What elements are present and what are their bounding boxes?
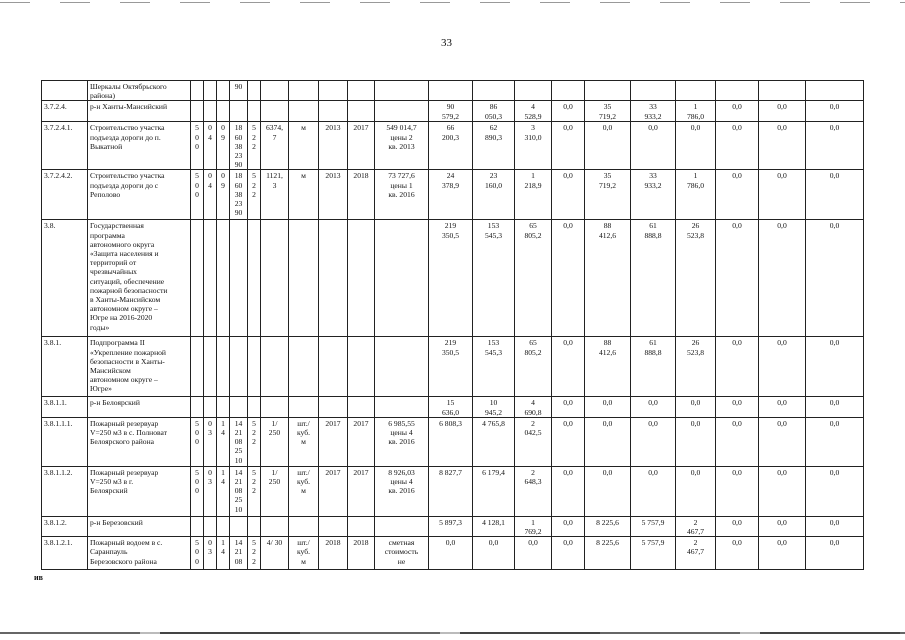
table-cell bbox=[375, 397, 429, 417]
row-name-cell: Подпрограмма II «Укрепление пожарной безопасности в Ханты- Мансийском автономном округе – Югре» bbox=[88, 337, 191, 397]
table-cell: 61 888,8 bbox=[631, 337, 676, 397]
table-cell bbox=[230, 516, 248, 536]
table-cell: 0,0 bbox=[552, 397, 585, 417]
table-row bbox=[42, 417, 864, 466]
table-cell bbox=[319, 220, 348, 337]
table-cell: 35 719,2 bbox=[585, 170, 631, 220]
table-cell: 2018 bbox=[319, 537, 348, 570]
table-cell bbox=[348, 101, 375, 122]
table-cell bbox=[261, 81, 289, 101]
table-cell bbox=[806, 81, 864, 101]
table-cell: 8 926,03 цены 4 кв. 2016 bbox=[375, 466, 429, 516]
table-cell bbox=[289, 81, 319, 101]
table-cell: 0,0 bbox=[585, 466, 631, 516]
row-code-cell: 3.7.2.4.1. bbox=[42, 122, 88, 170]
row-code-cell: 3.8.1. bbox=[42, 337, 88, 397]
row-code-cell: 3.7.2.4. bbox=[42, 101, 88, 122]
table-cell bbox=[473, 81, 515, 101]
table-cell: 2 042,5 bbox=[515, 417, 552, 466]
table-cell: 26 523,8 bbox=[676, 337, 716, 397]
row-code-cell: 3.7.2.4.2. bbox=[42, 170, 88, 220]
table-cell bbox=[515, 81, 552, 101]
table-cell: 153 545,3 bbox=[473, 220, 515, 337]
table-cell: 5 2 2 bbox=[248, 537, 261, 570]
table-cell bbox=[261, 516, 289, 536]
table-cell: 0,0 bbox=[676, 466, 716, 516]
table-cell: 6 985,55 цены 4 кв. 2016 bbox=[375, 417, 429, 466]
table-row bbox=[42, 466, 864, 516]
row-code-cell: 3.8.1.1. bbox=[42, 397, 88, 417]
table-cell: 0,0 bbox=[759, 397, 806, 417]
table-cell: 90 579,2 bbox=[429, 101, 473, 122]
table-cell bbox=[248, 220, 261, 337]
table-cell bbox=[261, 101, 289, 122]
table-cell: 0,0 bbox=[759, 417, 806, 466]
table-cell: 65 805,2 bbox=[515, 220, 552, 337]
table-cell: 33 933,2 bbox=[631, 101, 676, 122]
table-cell bbox=[375, 81, 429, 101]
table-cell bbox=[248, 81, 261, 101]
table-cell: 0,0 bbox=[806, 170, 864, 220]
table-cell: 6 179,4 bbox=[473, 466, 515, 516]
table-cell: 0,0 bbox=[716, 122, 759, 170]
scan-edge-top bbox=[0, 2, 905, 3]
table-cell bbox=[375, 516, 429, 536]
table-cell: м bbox=[289, 170, 319, 220]
table-cell bbox=[248, 101, 261, 122]
budget-table bbox=[41, 80, 864, 570]
table-cell bbox=[319, 81, 348, 101]
table-cell bbox=[230, 337, 248, 397]
table-cell bbox=[204, 516, 217, 536]
table-cell bbox=[261, 337, 289, 397]
row-name-cell: р-н Белоярский bbox=[88, 397, 191, 417]
table-row bbox=[42, 220, 864, 337]
table-cell: 0,0 bbox=[716, 101, 759, 122]
table-cell: 18 60 38 23 90 bbox=[230, 170, 248, 220]
table-cell: 8 225,6 bbox=[585, 537, 631, 570]
table-cell: 4 765,8 bbox=[473, 417, 515, 466]
row-name-cell: Государственная программа автономного округа «Защита населения и территорий от чрезвычайных ситуаций, обеспечение пожарной безопасности в Ханты-Мансийском автономном округе – Югре на 2016-2020 годы» bbox=[88, 220, 191, 337]
table-cell: сметная стоимость не bbox=[375, 537, 429, 570]
table-cell bbox=[289, 397, 319, 417]
row-code-cell: 3.8.1.2. bbox=[42, 516, 88, 536]
table-cell: 5 0 0 bbox=[191, 122, 204, 170]
row-code-cell: 3.8. bbox=[42, 220, 88, 337]
table-cell: 5 2 2 bbox=[248, 170, 261, 220]
table-cell: 0,0 bbox=[759, 170, 806, 220]
table-cell: 8 827,7 bbox=[429, 466, 473, 516]
row-code-cell: 3.8.1.1.2. bbox=[42, 466, 88, 516]
table-cell bbox=[217, 516, 230, 536]
table-cell: 0,0 bbox=[585, 397, 631, 417]
table-cell: 5 0 0 bbox=[191, 170, 204, 220]
table-cell bbox=[217, 397, 230, 417]
table-cell bbox=[261, 397, 289, 417]
table-cell bbox=[230, 397, 248, 417]
table-cell: 3 310,0 bbox=[515, 122, 552, 170]
table-row bbox=[42, 170, 864, 220]
page-number: 33 bbox=[441, 37, 452, 49]
table-cell: 88 412,6 bbox=[585, 337, 631, 397]
table-cell bbox=[191, 220, 204, 337]
table-cell: 0,0 bbox=[631, 397, 676, 417]
table-cell: 5 757,9 bbox=[631, 537, 676, 570]
table-cell: 0,0 bbox=[806, 220, 864, 337]
table-cell bbox=[289, 220, 319, 337]
table-cell bbox=[429, 81, 473, 101]
table-cell: 1 786,0 bbox=[676, 101, 716, 122]
table-cell: 2017 bbox=[319, 466, 348, 516]
row-code-cell: 3.8.1.2.1. bbox=[42, 537, 88, 570]
table-cell bbox=[348, 81, 375, 101]
table-cell: 1 4 bbox=[217, 537, 230, 570]
row-name-cell: Пожарный водоем в с. Саранпауль Березовского района bbox=[88, 537, 191, 570]
table-cell: 65 805,2 bbox=[515, 337, 552, 397]
table-cell: 0,0 bbox=[552, 337, 585, 397]
table-cell: 62 890,3 bbox=[473, 122, 515, 170]
table-cell: 0,0 bbox=[759, 337, 806, 397]
table-cell bbox=[348, 220, 375, 337]
table-row bbox=[42, 516, 864, 536]
table-cell: 18 60 38 23 90 bbox=[230, 122, 248, 170]
table-cell: 1121, 3 bbox=[261, 170, 289, 220]
table-cell bbox=[716, 81, 759, 101]
table-cell: 0,0 bbox=[676, 417, 716, 466]
table-cell bbox=[375, 101, 429, 122]
table-cell bbox=[230, 220, 248, 337]
table-cell bbox=[248, 516, 261, 536]
table-cell: 2017 bbox=[348, 417, 375, 466]
table-cell: 0 4 bbox=[204, 122, 217, 170]
table-cell: 0,0 bbox=[552, 516, 585, 536]
table-cell: шт./ куб. м bbox=[289, 466, 319, 516]
table-cell bbox=[191, 397, 204, 417]
table-cell bbox=[759, 81, 806, 101]
table-cell bbox=[289, 101, 319, 122]
table-cell: 23 160,0 bbox=[473, 170, 515, 220]
table-cell: 0,0 bbox=[806, 337, 864, 397]
table-cell bbox=[375, 220, 429, 337]
table-cell: 0 3 bbox=[204, 466, 217, 516]
table-cell: 219 350,5 bbox=[429, 337, 473, 397]
table-cell bbox=[191, 101, 204, 122]
table-cell: 219 350,5 bbox=[429, 220, 473, 337]
table-cell: 2 467,7 bbox=[676, 516, 716, 536]
row-name-cell: Строительство участка подъезда дороги до п. Выкатной bbox=[88, 122, 191, 170]
table-cell: 5 0 0 bbox=[191, 537, 204, 570]
table-cell: 0,0 bbox=[716, 516, 759, 536]
row-code-cell bbox=[42, 81, 88, 101]
table-row bbox=[42, 397, 864, 417]
row-name-cell: Пожарный резервуар V=250 м3 в с. Полноват Белоярского района bbox=[88, 417, 191, 466]
table-cell bbox=[204, 397, 217, 417]
table-cell: 0,0 bbox=[585, 417, 631, 466]
table-cell: 35 719,2 bbox=[585, 101, 631, 122]
table-cell: 86 050,3 bbox=[473, 101, 515, 122]
table-cell: 0,0 bbox=[716, 537, 759, 570]
table-cell: 5 2 2 bbox=[248, 122, 261, 170]
table-cell: 0,0 bbox=[806, 101, 864, 122]
table-cell: 4 528,9 bbox=[515, 101, 552, 122]
table-cell: шт./ куб. м bbox=[289, 537, 319, 570]
table-cell: 0,0 bbox=[806, 537, 864, 570]
table-cell: 0,0 bbox=[676, 122, 716, 170]
table-cell: 0,0 bbox=[552, 101, 585, 122]
table-cell: 8 225,6 bbox=[585, 516, 631, 536]
table-cell: 0 3 bbox=[204, 537, 217, 570]
table-row bbox=[42, 81, 864, 101]
table-cell: 90 bbox=[230, 81, 248, 101]
table-cell: 0,0 bbox=[806, 516, 864, 536]
table-cell: 15 636,0 bbox=[429, 397, 473, 417]
table-row bbox=[42, 101, 864, 122]
table-cell bbox=[204, 220, 217, 337]
table-cell: 0,0 bbox=[716, 397, 759, 417]
table-cell: 14 21 08 bbox=[230, 537, 248, 570]
table-cell: 2017 bbox=[348, 466, 375, 516]
table-cell: 14 21 08 25 10 bbox=[230, 417, 248, 466]
table-cell: 0,0 bbox=[631, 466, 676, 516]
table-cell bbox=[319, 101, 348, 122]
table-cell bbox=[348, 516, 375, 536]
table-cell: 1 786,0 bbox=[676, 170, 716, 220]
table-cell: 5 0 0 bbox=[191, 417, 204, 466]
table-cell bbox=[204, 81, 217, 101]
table-cell: 0,0 bbox=[759, 516, 806, 536]
row-name-cell: Шеркалы Октябрьского района) bbox=[88, 81, 191, 101]
table-cell: 0,0 bbox=[716, 417, 759, 466]
table-cell bbox=[289, 516, 319, 536]
table-cell: 1 218,9 bbox=[515, 170, 552, 220]
table-cell bbox=[585, 81, 631, 101]
table-cell bbox=[230, 101, 248, 122]
table-cell: 0,0 bbox=[759, 101, 806, 122]
table-cell: 0,0 bbox=[759, 122, 806, 170]
table-cell: 0,0 bbox=[716, 466, 759, 516]
table-row bbox=[42, 122, 864, 170]
table-cell: 5 897,3 bbox=[429, 516, 473, 536]
scan-edge-bottom bbox=[0, 632, 905, 634]
table-cell: 2 648,3 bbox=[515, 466, 552, 516]
table-cell: 66 200,3 bbox=[429, 122, 473, 170]
table-cell: 0,0 bbox=[631, 122, 676, 170]
table-cell: 0,0 bbox=[806, 417, 864, 466]
table-cell: 0,0 bbox=[552, 537, 585, 570]
table-cell: 5 0 0 bbox=[191, 466, 204, 516]
table-cell: 0 4 bbox=[204, 170, 217, 220]
row-name-cell: р-н Ханты-Мансийский bbox=[88, 101, 191, 122]
table-cell: 4/ 30 bbox=[261, 537, 289, 570]
table-cell: 14 21 08 25 10 bbox=[230, 466, 248, 516]
table-cell bbox=[204, 101, 217, 122]
table-cell: 0,0 bbox=[585, 122, 631, 170]
table-cell: 0,0 bbox=[552, 220, 585, 337]
table-cell bbox=[631, 81, 676, 101]
table-cell: 0,0 bbox=[759, 466, 806, 516]
table-cell bbox=[217, 220, 230, 337]
table-cell: м bbox=[289, 122, 319, 170]
table-cell: 2017 bbox=[319, 417, 348, 466]
row-name-cell: Строительство участка подъезда дороги до с Реполово bbox=[88, 170, 191, 220]
table-cell: 88 412,6 bbox=[585, 220, 631, 337]
table-cell: 0 3 bbox=[204, 417, 217, 466]
table-cell: 2013 bbox=[319, 170, 348, 220]
table-cell: 0,0 bbox=[552, 122, 585, 170]
table-row bbox=[42, 337, 864, 397]
table-cell: 61 888,8 bbox=[631, 220, 676, 337]
table-cell: 2018 bbox=[348, 537, 375, 570]
row-name-cell: р-н Березовский bbox=[88, 516, 191, 536]
table-cell: 0 9 bbox=[217, 122, 230, 170]
table-cell: 0,0 bbox=[429, 537, 473, 570]
table-cell bbox=[217, 337, 230, 397]
table-cell bbox=[191, 81, 204, 101]
table-cell: 10 945,2 bbox=[473, 397, 515, 417]
table-cell: 549 014,7 цены 2 кв. 2013 bbox=[375, 122, 429, 170]
table-cell bbox=[217, 81, 230, 101]
table-cell: 0,0 bbox=[552, 170, 585, 220]
table-cell: 5 2 2 bbox=[248, 466, 261, 516]
table-cell: 0,0 bbox=[473, 537, 515, 570]
table-cell: 153 545,3 bbox=[473, 337, 515, 397]
table-cell: 2 467,7 bbox=[676, 537, 716, 570]
table-cell bbox=[676, 81, 716, 101]
table-cell bbox=[248, 397, 261, 417]
table-cell bbox=[248, 337, 261, 397]
table-cell: 1/ 250 bbox=[261, 466, 289, 516]
table-cell: 0,0 bbox=[806, 466, 864, 516]
table-cell: 1 4 bbox=[217, 417, 230, 466]
table-cell: 0,0 bbox=[759, 220, 806, 337]
table-cell: 24 378,9 bbox=[429, 170, 473, 220]
table-cell: 33 933,2 bbox=[631, 170, 676, 220]
table-cell: 0,0 bbox=[716, 220, 759, 337]
table-cell bbox=[289, 337, 319, 397]
table-cell: 0,0 bbox=[552, 466, 585, 516]
table-cell bbox=[552, 81, 585, 101]
table-cell: 4 690,8 bbox=[515, 397, 552, 417]
table-cell bbox=[319, 337, 348, 397]
row-code-cell: 3.8.1.1.1. bbox=[42, 417, 88, 466]
table-cell: шт./ куб. м bbox=[289, 417, 319, 466]
table-cell: 0,0 bbox=[676, 397, 716, 417]
table-cell bbox=[348, 337, 375, 397]
table-cell bbox=[191, 337, 204, 397]
table-cell bbox=[261, 220, 289, 337]
table-cell: 2017 bbox=[348, 122, 375, 170]
table-cell: 0,0 bbox=[515, 537, 552, 570]
table-cell: 1 4 bbox=[217, 466, 230, 516]
footer-mark: ив bbox=[34, 573, 43, 582]
table-cell bbox=[319, 397, 348, 417]
table-cell bbox=[319, 516, 348, 536]
table-cell bbox=[204, 337, 217, 397]
table-cell: 0,0 bbox=[806, 122, 864, 170]
table-cell: 0,0 bbox=[631, 417, 676, 466]
table-cell: 0,0 bbox=[552, 417, 585, 466]
table-cell: 0 9 bbox=[217, 170, 230, 220]
table-cell: 73 727,6 цены 1 кв. 2016 bbox=[375, 170, 429, 220]
table-row bbox=[42, 537, 864, 570]
table-cell: 2018 bbox=[348, 170, 375, 220]
table-cell: 0,0 bbox=[716, 170, 759, 220]
table-cell: 1 769,2 bbox=[515, 516, 552, 536]
table-cell: 4 128,1 bbox=[473, 516, 515, 536]
table-cell: 2013 bbox=[319, 122, 348, 170]
table-cell bbox=[191, 516, 204, 536]
table-cell: 26 523,8 bbox=[676, 220, 716, 337]
row-name-cell: Пожарный резервуар V=250 м3 в г. Белоярский bbox=[88, 466, 191, 516]
table-cell bbox=[217, 101, 230, 122]
table-cell: 0,0 bbox=[759, 537, 806, 570]
table-cell bbox=[375, 337, 429, 397]
table-cell: 1/ 250 bbox=[261, 417, 289, 466]
table-cell: 6 808,3 bbox=[429, 417, 473, 466]
table-cell: 6374, 7 bbox=[261, 122, 289, 170]
table-cell: 0,0 bbox=[716, 337, 759, 397]
table-cell: 5 757,9 bbox=[631, 516, 676, 536]
table-cell: 5 2 2 bbox=[248, 417, 261, 466]
table-cell: 0,0 bbox=[806, 397, 864, 417]
table-cell bbox=[348, 397, 375, 417]
